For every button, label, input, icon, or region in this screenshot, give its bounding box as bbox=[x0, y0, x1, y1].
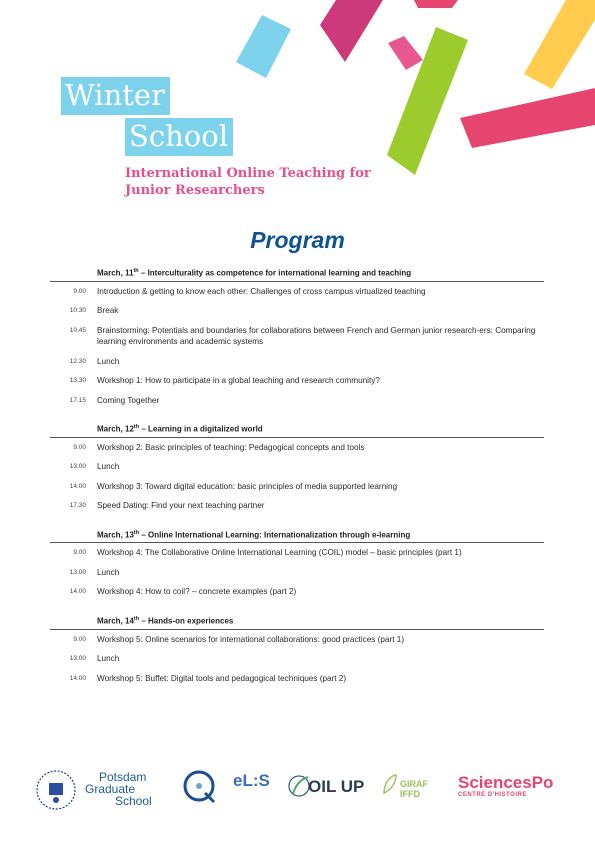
session-description: Speed Dating: Find your next teaching partner bbox=[97, 501, 265, 511]
day-date-suffix: th bbox=[133, 615, 140, 622]
potsdam-line1: Potsdam bbox=[99, 770, 147, 784]
session-time: 14.00 bbox=[69, 674, 86, 682]
elis-logo: eL:S bbox=[233, 771, 270, 790]
session-time: 13.00 bbox=[69, 463, 86, 471]
session-time: 13.00 bbox=[69, 655, 86, 663]
day-heading bbox=[50, 421, 544, 438]
day-block bbox=[50, 527, 544, 599]
globe-leaf-icon bbox=[288, 771, 310, 801]
schedule-row bbox=[50, 285, 544, 299]
session-time: 14.00 bbox=[69, 588, 86, 596]
session-time: 10:30 bbox=[69, 307, 86, 315]
giraf-line1: GIRAF bbox=[400, 779, 428, 789]
schedule-row bbox=[50, 460, 544, 474]
day-block bbox=[50, 421, 544, 513]
session-description: Lunch bbox=[97, 462, 120, 472]
day-heading bbox=[50, 527, 544, 544]
schedule-row bbox=[50, 355, 544, 369]
schedule-row bbox=[50, 633, 544, 647]
day-theme: – Learning in a digitalized world bbox=[139, 424, 263, 434]
session-time: 14.00 bbox=[69, 482, 86, 490]
schedule-row bbox=[50, 374, 544, 388]
giraf-logo bbox=[400, 779, 428, 799]
session-description: Workshop 1: How to participate in a global teaching and research community? bbox=[97, 376, 380, 386]
day-block bbox=[50, 265, 544, 407]
schedule bbox=[50, 265, 544, 699]
session-description: Workshop 5: Buffet: Digital tools and pedagogical techniques (part 2) bbox=[97, 673, 347, 683]
session-description: Workshop 5: Online scenarios for international collaborations: good practices (part 1) bbox=[97, 634, 405, 644]
schedule-row bbox=[50, 652, 544, 666]
session-time: 10.45 bbox=[69, 326, 86, 334]
schedule-row bbox=[50, 441, 544, 455]
session-time: 9.00 bbox=[73, 635, 86, 643]
deco-bar-pink bbox=[460, 88, 595, 148]
school-label: School bbox=[125, 118, 233, 156]
schedule-row bbox=[50, 585, 544, 599]
deco-bar-pink-small bbox=[388, 36, 423, 70]
session-time: 13.30 bbox=[69, 377, 86, 385]
deco-bar-pink-top bbox=[414, 0, 458, 8]
sciencespo-name: SciencesPo bbox=[458, 773, 554, 792]
sciencespo-subtitle: CENTRE D'HISTOIRE bbox=[458, 792, 527, 798]
session-time: 9.00 bbox=[73, 549, 86, 557]
oilup-logo: OIL UP bbox=[308, 777, 365, 796]
potsdam-graduate-school-logo bbox=[85, 771, 152, 807]
session-description: Coming Together bbox=[97, 395, 160, 405]
giraf-leaf-icon bbox=[382, 773, 398, 795]
potsdam-line2: Graduate bbox=[85, 782, 136, 796]
day-date-suffix: th bbox=[133, 268, 139, 274]
session-description: Break bbox=[97, 306, 119, 316]
session-description: Lunch bbox=[97, 567, 120, 577]
page-title: Program bbox=[250, 227, 345, 253]
session-description: Lunch bbox=[97, 654, 120, 664]
session-description: Workshop 4: How to coil? – concrete examples (part 2) bbox=[97, 587, 297, 597]
day-date: March, 11 bbox=[97, 268, 134, 278]
day-block bbox=[50, 613, 544, 685]
schedule-row bbox=[50, 566, 544, 580]
partner-logos bbox=[30, 763, 570, 813]
day-theme: – Interculturality as competence for international learning and teaching bbox=[138, 268, 412, 278]
schedule-row bbox=[50, 394, 544, 408]
session-description: Introduction & getting to know each other: Challenges of cross campus virtualized teaching bbox=[97, 286, 426, 296]
session-time: 12.30 bbox=[69, 357, 86, 365]
q-logo-icon bbox=[182, 769, 218, 805]
subtitle: International Online Teaching for Junior Researchers bbox=[125, 166, 371, 198]
winter-label: Winter bbox=[61, 77, 170, 115]
day-heading bbox=[50, 613, 544, 630]
day-date: March, 14 bbox=[97, 616, 134, 626]
day-date: March, 13 bbox=[97, 530, 134, 540]
university-seal-icon bbox=[35, 769, 77, 811]
deco-bar-magenta bbox=[320, 0, 383, 62]
session-time: 13.00 bbox=[69, 568, 86, 576]
session-time: 9.00 bbox=[73, 287, 86, 295]
session-time: 17.30 bbox=[69, 502, 86, 510]
day-theme: – Online International Learning: Internationalization through e-learning bbox=[139, 530, 411, 540]
schedule-row bbox=[50, 324, 544, 349]
day-date-suffix: th bbox=[133, 424, 140, 431]
deco-bar-cyan bbox=[236, 15, 291, 78]
schedule-row bbox=[50, 672, 544, 686]
session-description: Lunch bbox=[97, 356, 120, 366]
day-heading bbox=[50, 265, 544, 282]
day-theme: – Hands-on experiences bbox=[139, 616, 234, 626]
session-description: Workshop 3: Toward digital education: basic principles of media supported learning bbox=[97, 481, 398, 491]
schedule-row bbox=[50, 304, 544, 318]
session-time: 9.00 bbox=[73, 443, 86, 451]
day-date: March, 12 bbox=[97, 424, 134, 434]
giraf-line2: IFFD bbox=[400, 789, 420, 799]
session-description: Workshop 2: Basic principles of teaching: Pedagogical concepts and tools bbox=[97, 442, 365, 452]
sciencespo-logo bbox=[458, 774, 553, 798]
schedule-row bbox=[50, 480, 544, 494]
day-date-suffix: th bbox=[133, 529, 140, 536]
potsdam-line3: School bbox=[115, 794, 152, 808]
session-description: Workshop 4: The Collaborative Online International Learning (COIL) model – basic principles (part 1) bbox=[97, 548, 462, 558]
schedule-row bbox=[50, 546, 544, 560]
session-description: Brainstorming: Potentials and boundaries for collaborations between French and German junior research-ers: Comparing learning environments and academic systems bbox=[97, 325, 536, 347]
schedule-row bbox=[50, 499, 544, 513]
session-time: 17.15 bbox=[69, 396, 86, 404]
deco-bar-yellow bbox=[524, 0, 595, 89]
